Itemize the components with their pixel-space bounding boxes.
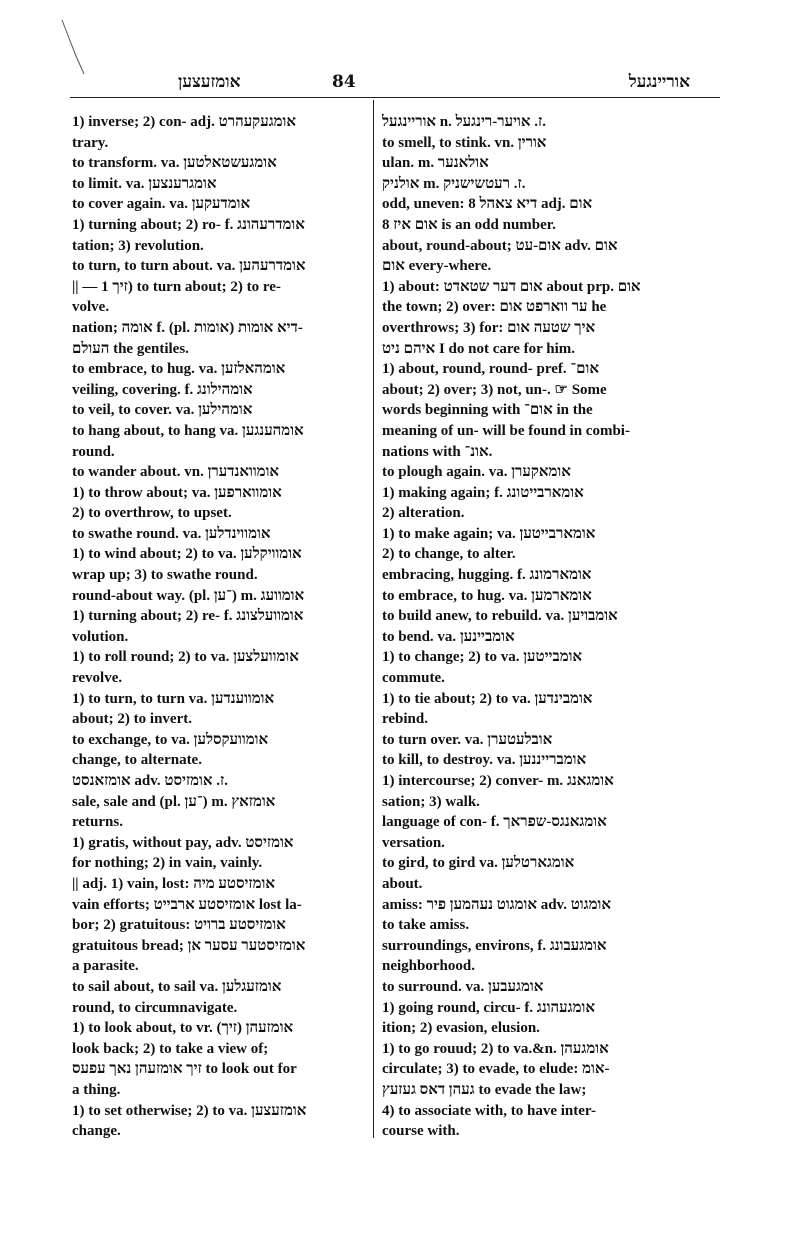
entry-line: || — זיך 1) to turn about; 2) to re- [72,278,281,295]
entry-line: tation; 3) revolution. [72,237,204,254]
left-column [72,112,364,1142]
entry-line: bor; 2) gratuitous: אומזיסטע ברויט [72,917,286,934]
entry-line: 1) turning about; 2) ro- f. אומדרעהונג [72,216,305,233]
entry-line: || adj. 1) vain, lost: אומזיסטע מיה [72,875,275,892]
entry-line: to gird, to gird va. אומגארטלען [382,855,575,872]
entry-line: to turn over. va. אובלעטערן [382,731,553,748]
entry-line: to limit. va. אומגרענצען [72,175,217,192]
entry-line: for nothing; 2) in vain, vainly. [72,855,263,872]
entry-line: 1) going round, circu- f. אומגעהונג [382,999,595,1016]
entry-line: odd, uneven: 8 דיא צאהל adj. אום [382,196,593,213]
entry-line: 1) to make again; va. אומארבייטען [382,525,596,542]
entry-line: round, to circumnavigate. [72,999,238,1016]
entry-line: to embrace, to hug. va. אומארמען [382,587,592,604]
entry-line: to wander about. vn. אומוואנדערן [72,464,280,481]
entry-line: a thing. [72,1081,121,1098]
entry-line: ition; 2) evasion, elusion. [382,1020,540,1037]
entry-line: volution. [72,628,129,645]
entry-line: העולם the gentiles. [72,340,189,357]
entry-line: the town; 2) over: ער ווארפט אום he [382,299,607,316]
entry-line: trary. [72,134,109,151]
entry-line: to exchange, to va. אומוועקסלען [72,731,269,748]
entry-line: 1) inverse; 2) con- adj. אומגעקעהרט [72,114,297,130]
entry-line: אום every-where. [382,258,492,275]
entry-line: 1) to go rouud; 2) to va.&n. אומגעהן [382,1040,609,1057]
entry-line: about; 2) to invert. [72,711,192,728]
right-column [382,112,674,1142]
entry-line: איהם ניט I do not care for him. [382,340,576,357]
entry-line: commute. [382,670,445,687]
entry-line: 1) to turn, to turn va. אומווענדען [72,690,275,707]
entry-line: sale, sale and (pl. ־ען) m. אומזאץ [72,793,276,810]
entry-line: volve. [72,299,110,316]
entry-line: 1) to set otherwise; 2) to va. אומזעצען [72,1102,307,1119]
pen-scratch-mark [60,18,100,78]
entry-line: to embrace, to hug. va. אומהאלזען [72,361,286,378]
entry-line: 2) to change, to alter. [382,546,516,563]
entry-line: to veil, to cover. va. אומהילען [72,402,253,419]
entry-line: a parasite. [72,958,139,975]
entry-line: embracing, hugging. f. אומארמונג [382,567,592,584]
entry-line: meaning of un- will be found in combi- [382,422,630,439]
entry-line: surroundings, environs, f. אומגעבונג [382,937,607,954]
entry-line: to cover again. va. אומדעקען [72,196,251,213]
entry-line: 1) to roll round; 2) to va. אומוועלצען [72,649,299,666]
entry-line: wrap up; 3) to swathe round. [72,567,258,584]
entry-line: אומזאנסט adv. ז. אומזיסט. [72,773,228,789]
entry-line: to build anew, to rebuild. va. אומבויען [382,608,618,625]
entry-line: look back; 2) to take a view of; [72,1040,269,1057]
entry-line: nations with אונ־. [382,443,493,460]
page-header [70,72,720,96]
entry-line: round-about way. (pl. ־ען) m. אומוועג [72,587,305,604]
entry-line: 1) about: אום דער שטאדט about prp. אום [382,278,641,295]
entry-line: 2) alteration. [382,505,465,522]
entry-line: sation; 3) walk. [382,793,480,810]
entry-line: overthrows; 3) for: איך שטעה אום [382,319,596,336]
entry-line: versation. [382,834,445,851]
entry-line: returns. [72,814,123,831]
entry-line: to swathe round. va. אומווינדלען [72,525,271,542]
entry-line: 1) to look about, to vr. (זיך) אומזעהן [72,1020,294,1037]
entry-line: געהן דאס געזעץ to evade the law; [382,1081,587,1098]
entry-line: אולניק m. ז. רעטשישניק. [382,175,526,192]
entry-line: to smell, to stink. vn. אורין [382,134,547,151]
entry-line: to take amiss. [382,917,470,934]
entry-line: revolve. [72,670,123,687]
entry-line: 1) to change; 2) to va. אומבייטען [382,649,583,666]
entry-line: to turn, to turn about. va. אומדרעהען [72,258,306,275]
entry-line: nation; אומה f. (pl. אומות) דיא אומות- [72,319,303,336]
header-left-guideword: אומזעצען [178,72,241,92]
entry-line: 2) to overthrow, to upset. [72,505,232,522]
entry-line: to transform. va. אומגעשטאלטען [72,155,277,172]
entry-line: about; 2) over; 3) not, un-. ☞ Some [382,381,607,398]
entry-line: round. [72,443,115,460]
entry-line: rebind. [382,711,428,728]
entry-line: to plough again. va. אומאקערן [382,464,571,481]
entry-line: gratuitous bread; אומזיסטער עסער אן [72,937,306,954]
entry-line: about. [382,875,423,892]
entry-line: to surround. va. אומגעבען [382,978,544,995]
entry-line: language of con- f. אומגאנגס-שפראך [382,814,607,831]
entry-line: ulan. m. אולאנער [382,155,489,172]
entry-line: change. [72,1123,121,1140]
entry-line: neighborhood. [382,958,475,975]
entry-line: 1) gratis, without pay, adv. אומזיסט [72,834,294,851]
page-number: 84 [332,72,356,92]
header-right-guideword: אוריינגעל [628,72,690,92]
header-rule [70,97,720,98]
entry-line: to hang about, to hang va. אומהענגען [72,422,304,439]
entry-line: about, round-about; אום-עט adv. אום [382,237,618,254]
entry-line: אום איז 8 is an odd number. [382,216,556,233]
entry-line: אוריינגעל n. ז. אויער-רינגעל. [382,114,546,130]
entry-line: 1) to throw about; va. אומווארפען [72,484,282,501]
entry-line: 1) intercourse; 2) conver- m. אומגאנג [382,773,614,789]
entry-line: 1) making again; f. אומארבייטונג [382,484,584,501]
entry-line: 1) turning about; 2) re- f. אומוועלצונג [72,608,304,625]
entry-line: words beginning with אום־ in the [382,402,593,419]
entry-line: 1) about, round, round- pref. אום־ [382,361,599,378]
column-divider [373,100,374,1138]
entry-line: 1) to tie about; 2) to va. אומבינדען [382,690,593,707]
entry-line: זיך אומזעהן נאך עפעס to look out for [72,1061,297,1078]
entry-line: 4) to associate with, to have inter- [382,1102,596,1119]
entry-line: to sail about, to sail va. אומזעגלען [72,978,282,995]
entry-line: change, to alternate. [72,752,202,769]
entry-line: amiss: אומגוט נעהמען פיר adv. אומגוט [382,896,611,913]
entry-line: veiling, covering. f. אומהילונג [72,381,253,398]
entry-line: vain efforts; אומזיסטע ארבייט lost la- [72,896,302,913]
entry-line: circulate; 3) to evade, to elude: אומ- [382,1061,610,1078]
entry-line: to bend. va. אומביינען [382,628,515,645]
entry-line: to kill, to destroy. va. אומברייננען [382,752,587,769]
entry-line: course with. [382,1123,460,1140]
entry-line: 1) to wind about; 2) to va. אומוויקלען [72,546,302,563]
